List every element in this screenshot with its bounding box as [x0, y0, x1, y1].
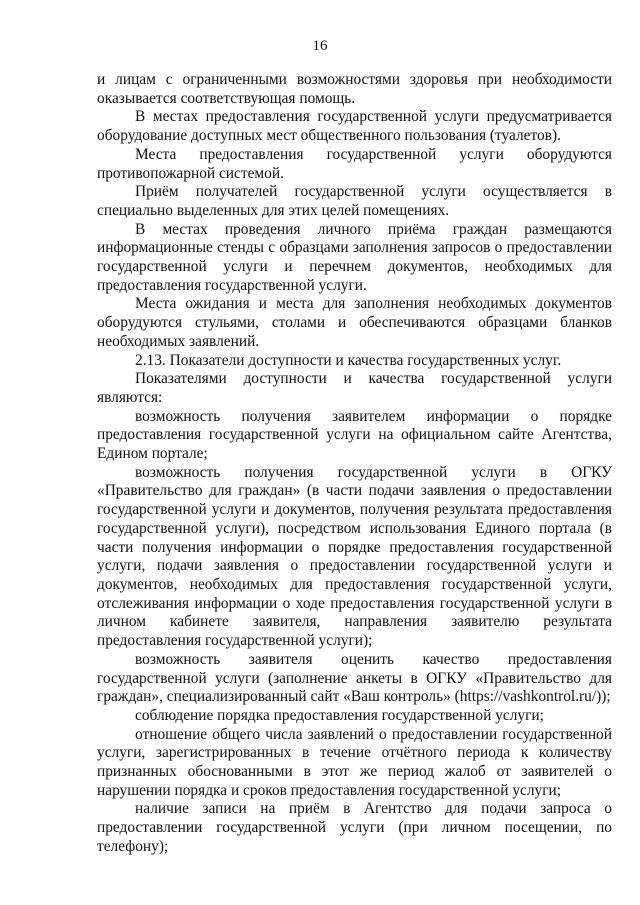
paragraph-appointment: наличие записи на приём в Агентство для подачи запроса о предоставлении государственной услуги (при личном посещении, по телефону);: [97, 800, 612, 855]
paragraph-accessibility-help: и лицам с ограниченными возможностями здоровья при необходимости оказывается соответствующая помощь.: [97, 71, 612, 107]
paragraph-ogku-portal: возможность получения государственной услуги в ОГКУ «Правительство для граждан» (в части подачи заявления о предоставлении государственной услуги и документов, получения результата предоставления государственной услуги), посредством использования Единого портала (в части получения информации о порядке предоставления государственной услуги, подачи заявления о предоставлении государственной услуги и документов, необходимых для предоставления государственной услуги, отслеживания информации о ходе предоставления государственной услуги в личном кабинете заявителя, направления заявителю результата предоставления государственной услуги);: [97, 463, 612, 650]
page-number: 16: [312, 38, 328, 54]
section-heading-2-13: 2.13. Показатели доступности и качества государственных услуг.: [135, 351, 562, 369]
document-body: [97, 71, 612, 857]
paragraph-info-availability: возможность получения заявителем информации о порядке предоставления государственной услуги на официальном сайте Агентства, Едином портале;: [97, 407, 612, 463]
paragraph-fire-safety: Места предоставления государственной услуги оборудуются противопожарной системой.: [97, 145, 612, 182]
paragraph-complaints-ratio: отношение общего числа заявлений о предоставлении государственной услуги, зарегистрированных в течение отчётного периода к количеству признанных обоснованными в этот же период жалоб от заявителей о нарушении порядка и сроков предоставления государственной услуги;: [97, 725, 612, 799]
paragraph-indicators-intro: Показателями доступности и качества государственной услуги являются:: [97, 370, 612, 406]
paragraph-reception-rooms: Приём получателей государственной услуги осуществляется в специально выделенных для этих целей помещениях.: [97, 183, 612, 219]
paragraph-info-stands: В местах проведения личного приёма граждан размещаются информационные стенды с образцами заполнения запросов о предоставлении государственной услуги и перечнем документов, необходимых для предоставления государственной услуги.: [97, 220, 612, 294]
paragraph-toilets: В местах предоставления государственной услуги предусматривается оборудование доступных мест общественного пользования (туалетов).: [97, 108, 612, 145]
paragraph-quality-evaluation: возможность заявителя оценить качество предоставления государственной услуги (заполнение анкеты в ОГКУ «Правительство для граждан», специализированный сайт «Ваш контроль» (https://vashkontrol.ru/));: [97, 650, 612, 706]
paragraph-waiting-areas: Места ожидания и места для заполнения необходимых документов оборудуются стульями, столами и обеспечиваются образцами бланков необходимых заявлений.: [97, 295, 612, 350]
paragraph-procedure-compliance: соблюдение порядка предоставления государственной услуги;: [135, 706, 544, 724]
